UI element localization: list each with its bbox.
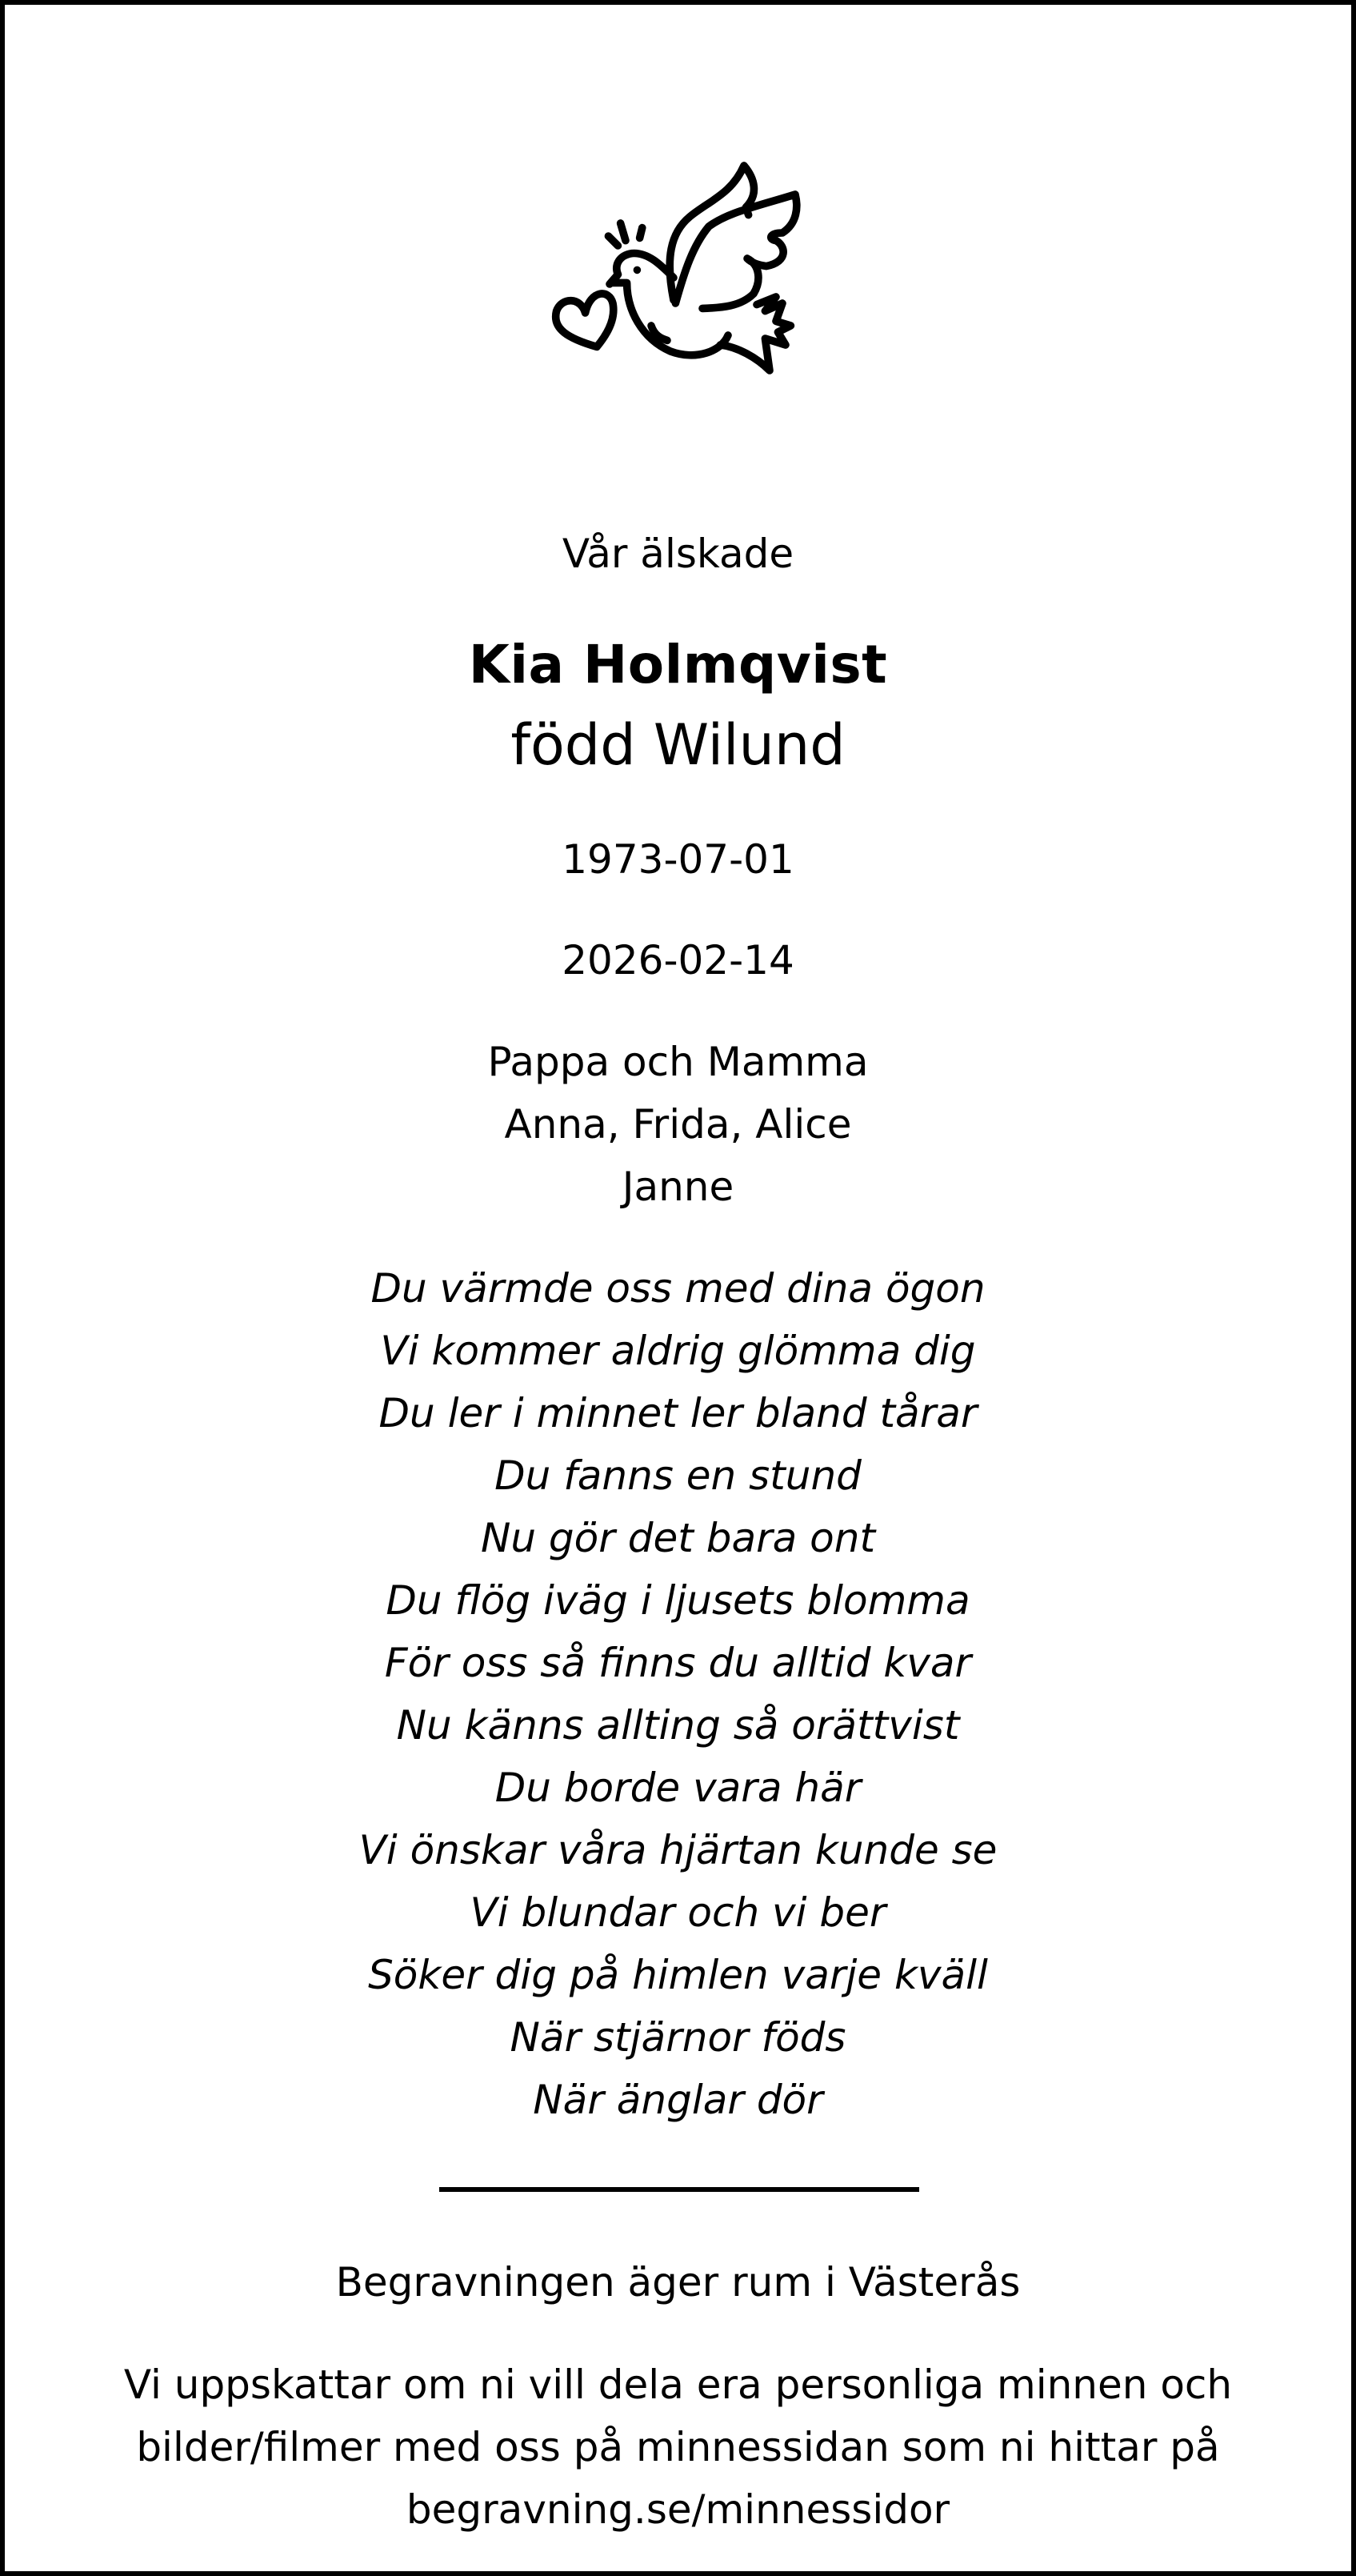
mourner-line: Janne [622,1164,734,1210]
poem-line: Söker dig på himlen varje kväll [368,1952,988,1998]
poem-line: Nu gör det bara ont [480,1515,876,1561]
poem-line: För oss så finns du alltid kvar [384,1640,972,1686]
poem-line: Du ler i minnet ler bland tårar [378,1390,978,1436]
poem-line: När stjärnor föds [510,2014,846,2061]
poem-line: När änglar dör [533,2077,823,2123]
deceased-name: Kia Holmqvist [468,634,888,695]
mourners-list [5,1031,1351,1218]
memorial-link: begravning.se/minnessidor [406,2486,950,2533]
poem-line: Nu känns allting så orättvist [396,1702,960,1749]
poem-line: Du värmde oss med dina ögon [370,1265,986,1312]
memorial-line: Vi uppskattar om ni vill dela era personliga minnen och [123,2362,1233,2408]
poem-line: Vi kommer aldrig glömma dig [380,1328,976,1374]
birth-date: 1973-07-01 [562,836,794,883]
mourner-line: Pappa och Mamma [487,1039,869,1085]
poem-line: Du flög iväg i ljusets blomma [386,1577,970,1624]
poem-line: Vi blundar och vi ber [470,1889,886,1936]
mourner-line: Anna, Frida, Alice [504,1101,852,1148]
memorial-line: bilder/filmer med oss på minnessidan som ni hittar på [136,2424,1220,2470]
intro-text: Vår älskade [562,531,794,577]
memorial-page-info [5,2354,1351,2541]
funeral-info: Begravningen äger rum i Västerås [335,2259,1021,2306]
maiden-name: född Wilund [510,712,846,778]
poem-line: Du borde vara här [494,1765,862,1811]
poem-line: Du fanns en stund [494,1452,862,1499]
section-divider [439,2187,919,2192]
dove-with-heart-icon [517,129,837,401]
memorial-poem [5,1257,1351,2131]
death-date: 2026-02-14 [562,937,794,984]
poem-line: Vi önskar våra hjärtan kunde se [358,1827,998,1873]
